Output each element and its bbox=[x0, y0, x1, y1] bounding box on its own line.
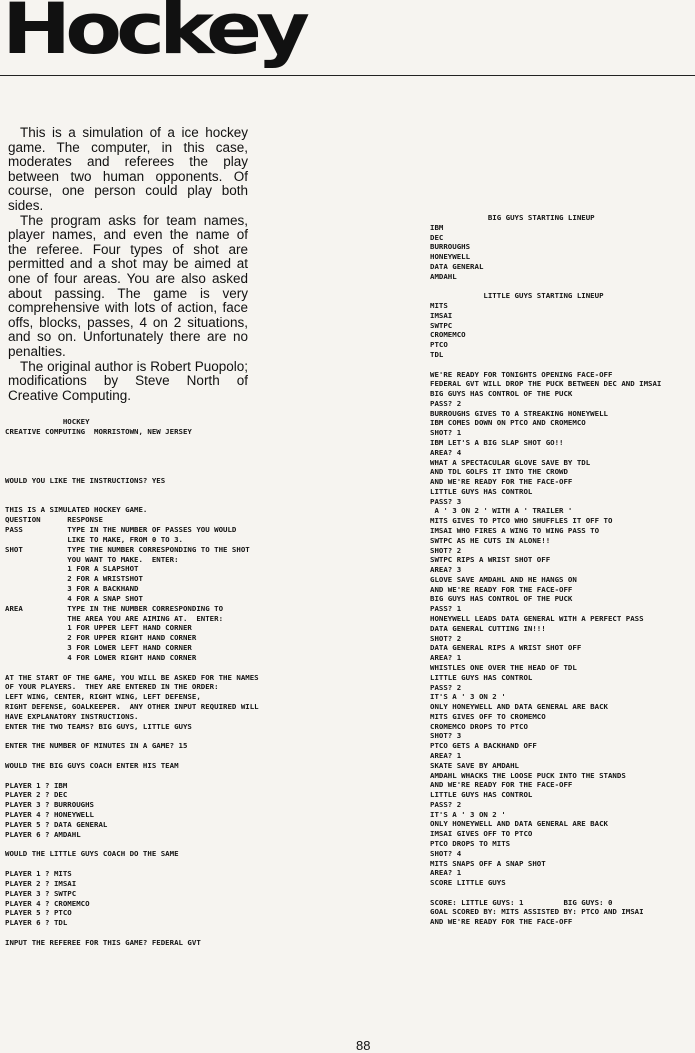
listing-line: AND WE'RE READY FOR THE FACE-OFF bbox=[430, 917, 573, 927]
listing-line: INPUT THE REFEREE FOR THIS GAME? FEDERAL GVT bbox=[5, 937, 201, 947]
listing-line: BURROUGHS GIVES TO A STREAKING HONEYWELL bbox=[430, 408, 608, 418]
listing-line: LITTLE GUYS HAS CONTROL bbox=[430, 486, 533, 496]
listing-line: AREA? 1 bbox=[430, 653, 462, 663]
listing-line bbox=[5, 496, 259, 506]
listing-line: CREATIVE COMPUTING MORRISTOWN, NEW JERSEY bbox=[5, 426, 192, 436]
listing-line: PLAYER 1 ? MITS bbox=[5, 869, 72, 879]
intro-paragraph: The original author is Robert Puopolo; modifications by Steve North of Creative Computing. bbox=[8, 358, 248, 403]
listing-line: LITTLE GUYS STARTING LINEUP bbox=[430, 291, 604, 301]
listing-line bbox=[5, 437, 259, 447]
listing-line: QUESTION RESPONSE bbox=[5, 515, 103, 525]
page-title: Hockey bbox=[2, 0, 305, 70]
listing-line: MITS bbox=[430, 301, 448, 311]
listing-line: WE'RE READY FOR TONIGHTS OPENING FACE-OFF bbox=[430, 369, 613, 379]
listing-line: IT'S A ' 3 ON 2 ' bbox=[430, 809, 506, 819]
listing-line: DATA GENERAL bbox=[430, 261, 484, 271]
listing-line: SCORE: LITTLE GUYS: 1 BIG GUYS: 0 bbox=[430, 897, 613, 907]
listing-line: PASS? 3 bbox=[430, 496, 462, 506]
listing-line: WOULD THE LITTLE GUYS COACH DO THE SAME bbox=[5, 849, 179, 859]
listing-line: BIG GUYS STARTING LINEUP bbox=[430, 213, 595, 222]
listing-line: MITS GIVES OFF TO CROMEMCO bbox=[430, 711, 546, 721]
listing-line: PLAYER 6 ? TDL bbox=[5, 918, 68, 928]
listing-line: PLAYER 3 ? BURROUGHS bbox=[5, 800, 94, 810]
listing-line: AREA? 1 bbox=[430, 750, 462, 760]
listing-line: ENTER THE TWO TEAMS? BIG GUYS, LITTLE GUYS bbox=[5, 721, 192, 731]
listing-line: PLAYER 1 ? IBM bbox=[5, 780, 68, 790]
listing-line: PTCO bbox=[430, 340, 448, 350]
listing-line: A ' 3 ON 2 ' WITH A ' TRAILER ' bbox=[430, 506, 573, 516]
listing-line: HOCKEY bbox=[5, 417, 90, 426]
listing-line: SHOT? 4 bbox=[430, 848, 462, 858]
listing-line: HONEYWELL LEADS DATA GENERAL WITH A PERFECT PASS bbox=[430, 614, 644, 624]
listing-line: AND WE'RE READY FOR THE FACE-OFF bbox=[430, 477, 573, 487]
listing-line: PLAYER 4 ? CROMEMCO bbox=[5, 898, 90, 908]
title-divider bbox=[0, 75, 695, 76]
listing-line: IBM LET'S A BIG SLAP SHOT GO!! bbox=[430, 437, 564, 447]
listing-line: PTCO GETS A BACKHAND OFF bbox=[430, 741, 537, 751]
listing-line: IMSAI bbox=[430, 310, 453, 320]
listing-line: PLAYER 3 ? SWTPC bbox=[5, 888, 77, 898]
listing-line: PTCO DROPS TO MITS bbox=[430, 839, 511, 848]
listing-line: IBM bbox=[430, 222, 444, 232]
listing-line: DEC bbox=[430, 232, 444, 242]
listing-line: AREA? 4 bbox=[430, 447, 462, 457]
listing-line: AREA? 3 bbox=[430, 565, 462, 575]
program-listing-left bbox=[5, 417, 259, 948]
listing-line: PLAYER 2 ? DEC bbox=[5, 790, 68, 800]
listing-line: TDL bbox=[430, 349, 444, 359]
listing-line: DATA GENERAL CUTTING IN!!! bbox=[430, 623, 546, 633]
listing-line: ENTER THE NUMBER OF MINUTES IN A GAME? 15 bbox=[5, 741, 188, 751]
listing-line: CROMEMCO DROPS TO PTCO bbox=[430, 721, 528, 731]
listing-line: BIG GUYS HAS CONTROL OF THE PUCK bbox=[430, 389, 573, 399]
listing-line: SKATE SAVE BY AMDAHL bbox=[430, 760, 519, 770]
listing-line: WOULD YOU LIKE THE INSTRUCTIONS? YES bbox=[5, 475, 166, 485]
listing-line: 4 FOR A SNAP SHOT bbox=[5, 593, 143, 603]
listing-line: LEFT WING, CENTER, RIGHT WING, LEFT DEFENSE, bbox=[5, 692, 201, 702]
listing-line: AND WE'RE READY FOR THE FACE-OFF bbox=[430, 780, 573, 790]
listing-line: MITS GIVES TO PTCO WHO SHUFFLES IT OFF TO bbox=[430, 516, 613, 526]
listing-line: 1 FOR UPPER LEFT HAND CORNER bbox=[5, 623, 192, 633]
listing-line: FEDERAL GVT WILL DROP THE PUCK BETWEEN DEC AND IMSAI bbox=[430, 379, 662, 389]
listing-line: AND WE'RE READY FOR THE FACE-OFF bbox=[430, 584, 573, 594]
listing-line: HAVE EXPLANATORY INSTRUCTIONS. bbox=[5, 711, 139, 721]
listing-line bbox=[430, 888, 661, 898]
listing-line bbox=[5, 771, 259, 781]
listing-line: SHOT TYPE THE NUMBER CORRESPONDING TO THE SHOT bbox=[5, 544, 250, 554]
listing-line bbox=[5, 446, 259, 456]
listing-line: AMDAHL WHACKS THE LOOSE PUCK INTO THE STANDS bbox=[430, 770, 626, 780]
listing-line: SHOT? 3 bbox=[430, 731, 462, 741]
listing-line bbox=[5, 751, 259, 761]
listing-line: BURROUGHS bbox=[430, 242, 471, 252]
listing-line: SWTPC bbox=[430, 320, 453, 330]
listing-line: THIS IS A SIMULATED HOCKEY GAME. bbox=[5, 505, 148, 515]
listing-line: PLAYER 5 ? PTCO bbox=[5, 908, 72, 918]
listing-line: OF YOUR PLAYERS. THEY ARE ENTERED IN THE ORDER: bbox=[5, 682, 219, 692]
listing-line: AND TDL GOLFS IT INTO THE CROWD bbox=[430, 467, 568, 477]
listing-line: SWTPC RIPS A WRIST SHOT OFF bbox=[430, 555, 551, 565]
listing-line: 3 FOR LOWER LEFT HAND CORNER bbox=[5, 643, 192, 653]
listing-line: ONLY HONEYWELL AND DATA GENERAL ARE BACK bbox=[430, 819, 608, 829]
listing-line: LITTLE GUYS HAS CONTROL bbox=[430, 672, 533, 682]
listing-line: GOAL SCORED BY: MITS ASSISTED BY: PTCO AND IMSAI bbox=[430, 907, 644, 917]
intro-paragraph: This is a simulation of a ice hockey game. The computer, in this case, moderates and referees the play between two human opponents. Of course, one person could play both sides. bbox=[8, 125, 248, 213]
listing-line: CROMEMCO bbox=[430, 330, 466, 340]
listing-line: IBM COMES DOWN ON PTCO AND CROMEMCO bbox=[430, 418, 586, 428]
listing-line: IT'S A ' 3 ON 2 ' bbox=[430, 692, 506, 702]
listing-line: SHOT? 1 bbox=[430, 428, 462, 438]
listing-line: MITS SNAPS OFF A SNAP SHOT bbox=[430, 858, 546, 868]
listing-line: AT THE START OF THE GAME, YOU WILL BE ASKED FOR THE NAMES bbox=[5, 672, 259, 682]
listing-line: SHOT? 2 bbox=[430, 633, 462, 643]
listing-line: SWTPC AS HE CUTS IN ALONE!! bbox=[430, 535, 551, 545]
listing-line: LITTLE GUYS HAS CONTROL bbox=[430, 790, 533, 800]
listing-line: ONLY HONEYWELL AND DATA GENERAL ARE BACK bbox=[430, 702, 608, 712]
listing-line: IMSAI WHO FIRES A WING TO WING PASS TO bbox=[430, 526, 600, 535]
listing-line: PASS? 2 bbox=[430, 682, 462, 692]
listing-line: THE AREA YOU ARE AIMING AT. ENTER: bbox=[5, 613, 224, 623]
listing-line: AMDAHL bbox=[430, 271, 457, 281]
listing-line: DATA GENERAL RIPS A WRIST SHOT OFF bbox=[430, 643, 582, 653]
listing-line: PASS? 1 bbox=[430, 604, 462, 614]
listing-line: PLAYER 6 ? AMDAHL bbox=[5, 829, 81, 839]
listing-line bbox=[5, 663, 259, 673]
listing-line bbox=[5, 466, 259, 476]
listing-line: WOULD THE BIG GUYS COACH ENTER HIS TEAM bbox=[5, 760, 179, 770]
listing-line bbox=[5, 840, 259, 850]
listing-line: PASS TYPE IN THE NUMBER OF PASSES YOU WOULD bbox=[5, 525, 237, 535]
listing-line: WHISTLES ONE OVER THE HEAD OF TDL bbox=[430, 662, 577, 672]
listing-line: 4 FOR LOWER RIGHT HAND CORNER bbox=[5, 652, 197, 662]
listing-line: WHAT A SPECTACULAR GLOVE SAVE BY TDL bbox=[430, 457, 591, 467]
listing-line: HONEYWELL bbox=[430, 252, 471, 262]
listing-line: 1 FOR A SLAPSHOT bbox=[5, 564, 139, 574]
listing-line: IMSAI GIVES OFF TO PTCO bbox=[430, 829, 533, 839]
listing-line: SHOT? 2 bbox=[430, 545, 462, 555]
listing-line bbox=[5, 486, 259, 496]
listing-line: PASS? 2 bbox=[430, 398, 462, 408]
listing-line: AREA? 1 bbox=[430, 868, 462, 878]
listing-line: PLAYER 2 ? IMSAI bbox=[5, 878, 77, 888]
listing-line bbox=[5, 456, 259, 466]
listing-line bbox=[5, 928, 259, 938]
listing-line: AREA TYPE IN THE NUMBER CORRESPONDING TO bbox=[5, 603, 224, 613]
listing-line bbox=[5, 859, 259, 869]
listing-line: PLAYER 4 ? HONEYWELL bbox=[5, 810, 94, 820]
listing-line: PASS? 2 bbox=[430, 799, 462, 809]
listing-line bbox=[5, 732, 259, 742]
listing-line: 2 FOR UPPER RIGHT HAND CORNER bbox=[5, 633, 197, 643]
listing-line: LIKE TO MAKE, FROM 0 TO 3. bbox=[5, 534, 183, 544]
listing-line: GLOVE SAVE AMDAHL AND HE HANGS ON bbox=[430, 574, 577, 584]
listing-line: RIGHT DEFENSE, GOALKEEPER. ANY OTHER INPUT REQUIRED WILL bbox=[5, 702, 259, 712]
intro-text bbox=[8, 126, 248, 403]
listing-line: BIG GUYS HAS CONTROL OF THE PUCK bbox=[430, 594, 573, 604]
intro-paragraph: The program asks for team names, player names, and even the name of the referee. Four types of shot are permitted and a shot may be aimed at one of four areas. You are also asked about passing. The game is very comprehensive with lots of action, face offs, blocks, passes, 4 on 2 situations, and so on. Unfortunately there are no penalties. bbox=[8, 212, 248, 359]
listing-line: PLAYER 5 ? DATA GENERAL bbox=[5, 819, 108, 829]
listing-line bbox=[430, 281, 661, 291]
listing-line: 3 FOR A BACKHAND bbox=[5, 584, 139, 594]
listing-line: SCORE LITTLE GUYS bbox=[430, 878, 506, 888]
listing-line: 2 FOR A WRISTSHOT bbox=[5, 574, 143, 584]
program-listing-right bbox=[430, 213, 661, 927]
page-number: 88 bbox=[356, 1038, 371, 1053]
listing-line bbox=[430, 360, 661, 370]
listing-line: YOU WANT TO MAKE. ENTER: bbox=[5, 554, 179, 564]
